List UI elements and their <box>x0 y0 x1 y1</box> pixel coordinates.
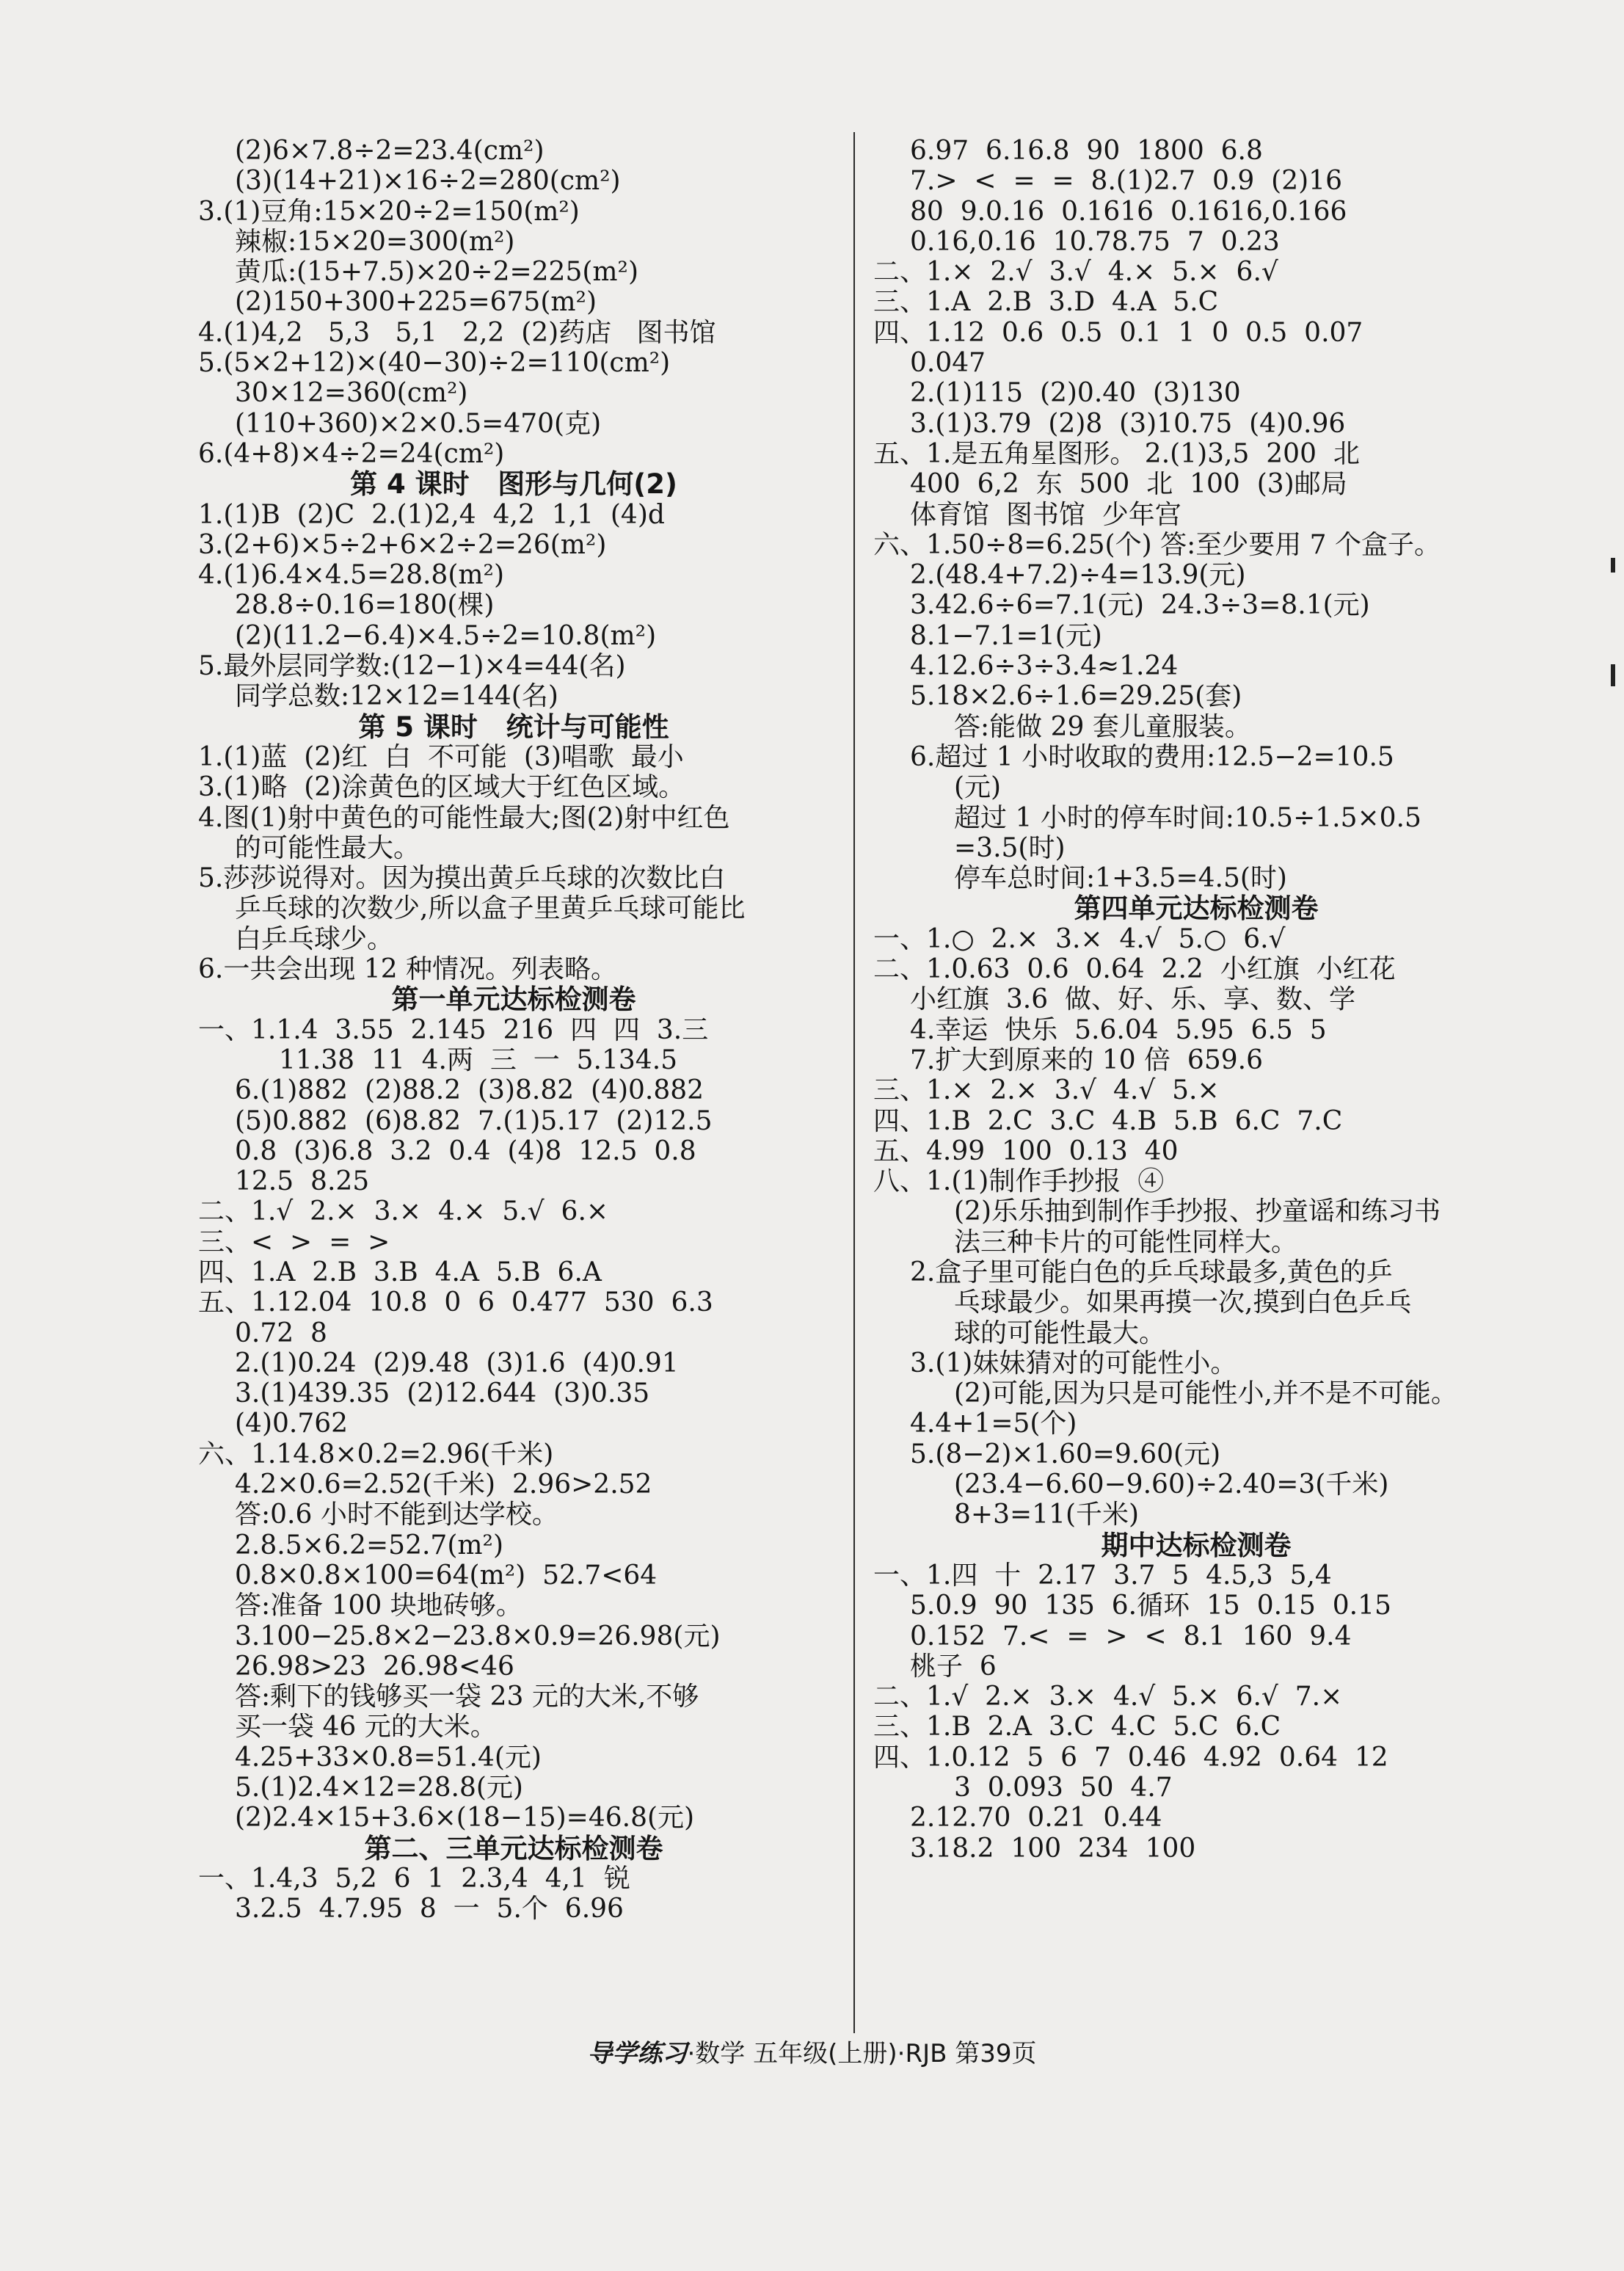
answer-line: 4.(1)6.4×4.5=28.8(m²) <box>198 560 504 591</box>
answer-line: 5.0.9 90 135 6.循环 15 0.15 0.15 <box>910 1591 1391 1621</box>
answer-line: 同学总数:12×12=144(名) <box>235 681 558 712</box>
answer-line: 五、1.12.04 10.8 0 6 0.477 530 6.3 <box>198 1287 713 1318</box>
answer-line: 黄瓜:(15+7.5)×20÷2=225(m²) <box>235 257 639 288</box>
answer-line: 法三种卡片的可能性同样大。 <box>954 1227 1298 1257</box>
answer-line: 3.2.5 4.7.95 8 一 5.个 6.96 <box>235 1894 624 1925</box>
answer-line: 四、1.B 2.C 3.C 4.B 5.B 6.C 7.C <box>873 1105 1343 1136</box>
answer-line: 80 9.0.16 0.1616 0.1616,0.166 <box>910 196 1347 227</box>
answer-line: 白乒乓球少。 <box>235 923 394 954</box>
answer-line: 5.(1)2.4×12=28.8(元) <box>235 1773 523 1803</box>
answer-line: 3.100−25.8×2−23.8×0.9=26.98(元) <box>235 1621 721 1652</box>
answer-line: 6.一共会出现 12 种情况。列表略。 <box>198 954 618 985</box>
answer-line: 2.(1)115 (2)0.40 (3)130 <box>910 378 1241 409</box>
answer-line: 一、1.○ 2.× 3.× 4.√ 5.○ 6.√ <box>873 923 1286 954</box>
answer-line: 4.4+1=5(个) <box>910 1409 1077 1439</box>
answer-line: 3.18.2 100 234 100 <box>910 1833 1196 1864</box>
answer-line: 11.38 11 4.两 三 一 5.134.5 <box>279 1044 678 1075</box>
section-heading: 第四单元达标检测卷 <box>1074 893 1319 925</box>
answer-line: (2)(11.2−6.4)×4.5÷2=10.8(m²) <box>235 620 657 651</box>
answer-line: 8+3=11(千米) <box>954 1500 1140 1530</box>
answer-line: 5.(5×2+12)×(40−30)÷2=110(cm²) <box>198 348 671 379</box>
answer-line: 六、1.14.8×0.2=2.96(千米) <box>198 1439 554 1469</box>
answer-line: 停车总时间:1+3.5=4.5(时) <box>954 863 1287 894</box>
section-heading: 第 5 课时 统计与可能性 <box>358 711 669 743</box>
section-heading: 第二、三单元达标检测卷 <box>364 1832 663 1864</box>
answer-line: 乓球最少。如果再摸一次,摸到白色乒乓 <box>954 1287 1412 1318</box>
answer-line: 12.5 8.25 <box>235 1166 370 1197</box>
answer-line: 3.(2+6)×5÷2+6×2÷2=26(m²) <box>198 529 607 560</box>
answer-line: 6.(4+8)×4÷2=24(cm²) <box>198 438 505 469</box>
answer-line: (2)2.4×15+3.6×(18−15)=46.8(元) <box>235 1803 695 1834</box>
answer-line: 1.(1)B (2)C 2.(1)2,4 4,2 1,1 (4)d <box>198 499 665 530</box>
answer-line: (2)150+300+225=675(m²) <box>235 287 597 318</box>
answer-line: 28.8÷0.16=180(棵) <box>235 590 495 621</box>
section-heading: 第一单元达标检测卷 <box>391 984 636 1016</box>
answer-line: 二、1.0.63 0.6 0.64 2.2 小红旗 小红花 <box>873 954 1396 985</box>
footer-text: ·数学 五年级(上册)·RJB 第39页 <box>687 2039 1037 2068</box>
answer-line: 二、1.× 2.√ 3.√ 4.× 5.× 6.√ <box>873 257 1278 288</box>
answer-line: 2.(48.4+7.2)÷4=13.9(元) <box>910 560 1246 591</box>
answer-line: 3 0.093 50 4.7 <box>954 1773 1173 1803</box>
answer-line: (5)0.882 (6)8.82 7.(1)5.17 (2)12.5 <box>235 1105 713 1136</box>
answer-line: 7.扩大到原来的 10 倍 659.6 <box>910 1044 1263 1075</box>
answer-line: 二、1.√ 2.× 3.× 4.× 5.√ 6.× <box>198 1196 609 1227</box>
answer-line: 辣椒:15×20=300(m²) <box>235 226 515 257</box>
answer-line: 4.12.6÷3÷3.4≈1.24 <box>910 651 1179 682</box>
answer-line: 2.8.5×6.2=52.7(m²) <box>235 1530 503 1560</box>
answer-line: (23.4−6.60−9.60)÷2.40=3(千米) <box>954 1469 1389 1500</box>
answer-line: 桃子 6 <box>910 1651 997 1682</box>
answer-line: 的可能性最大。 <box>235 832 420 863</box>
answer-line: 一、1.四 十 2.17 3.7 5 4.5,3 5,4 <box>873 1560 1332 1591</box>
answer-line: 四、1.A 2.B 3.B 4.A 5.B 6.A <box>198 1257 602 1287</box>
answer-line: 三、1.B 2.A 3.C 4.C 5.C 6.C <box>873 1712 1281 1743</box>
right-column <box>873 136 1519 1864</box>
answer-line: 六、1.50÷8=6.25(个) 答:至少要用 7 个盒子。 <box>873 529 1441 560</box>
answer-line: 0.16,0.16 10.78.75 7 0.23 <box>910 226 1280 257</box>
answer-line: 7.> < = = 8.(1)2.7 0.9 (2)16 <box>910 166 1342 197</box>
answer-line: 一、1.4,3 5,2 6 1 2.3,4 4,1 锐 <box>198 1863 630 1894</box>
edge-mark <box>1611 558 1615 573</box>
answer-line: 3.(1)439.35 (2)12.644 (3)0.35 <box>235 1378 650 1409</box>
answer-line: 8.1−7.1=1(元) <box>910 620 1102 651</box>
answer-line: 球的可能性最大。 <box>954 1318 1166 1348</box>
answer-line: 3.(1)妹妹猜对的可能性小。 <box>910 1348 1237 1378</box>
answer-line: 三、1.× 2.× 3.√ 4.√ 5.× <box>873 1075 1220 1106</box>
answer-line: (2)乐乐抽到制作手抄报、抄童谣和练习书 <box>954 1196 1441 1227</box>
answer-line: (2)可能,因为只是可能性小,并不是不可能。 <box>954 1378 1457 1409</box>
answer-line: (2)6×7.8÷2=23.4(cm²) <box>235 136 545 166</box>
answer-line: 0.152 7.< = > < 8.1 160 9.4 <box>910 1621 1352 1652</box>
answer-line: 4.幸运 快乐 5.6.04 5.95 6.5 5 <box>910 1014 1327 1045</box>
answer-line: 1.(1)蓝 (2)红 白 不可能 (3)唱歌 最小 <box>198 741 684 772</box>
answer-line: 0.8 (3)6.8 3.2 0.4 (4)8 12.5 0.8 <box>235 1136 696 1166</box>
answer-line: 小红旗 3.6 做、好、乐、享、数、学 <box>910 984 1356 1015</box>
answer-line: 三、1.A 2.B 3.D 4.A 5.C <box>873 287 1219 318</box>
answer-line: 八、1.(1)制作手抄报 ④ <box>873 1166 1165 1197</box>
answer-line: 买一袋 46 元的大米。 <box>235 1712 497 1743</box>
answer-line: 4.(1)4,2 5,3 5,1 2,2 (2)药店 图书馆 <box>198 317 716 348</box>
answer-line: 四、1.0.12 5 6 7 0.46 4.92 0.64 12 <box>873 1742 1388 1773</box>
answer-line: 400 6,2 东 500 北 100 (3)邮局 <box>910 469 1347 500</box>
answer-line: 3.42.6÷6=7.1(元) 24.3÷3=8.1(元) <box>910 590 1370 621</box>
answer-line: 30×12=360(cm²) <box>235 378 468 409</box>
answer-line: 3.(1)豆角:15×20÷2=150(m²) <box>198 196 580 227</box>
answer-line: 答:剩下的钱够买一袋 23 元的大米,不够 <box>235 1682 699 1712</box>
answer-line: 一、1.1.4 3.55 2.145 216 四 四 3.三 <box>198 1014 709 1045</box>
answer-line: 答:0.6 小时不能到达学校。 <box>235 1500 558 1530</box>
column-divider <box>853 132 855 2033</box>
answer-line: 答:准备 100 块地砖够。 <box>235 1591 522 1621</box>
answer-line: 5.莎莎说得对。因为摸出黄乒乓球的次数比白 <box>198 863 726 894</box>
page-footer <box>0 2033 1624 2069</box>
answer-line: 5.最外层同学数:(12−1)×4=44(名) <box>198 651 626 682</box>
section-heading: 第 4 课时 图形与几何(2) <box>350 468 677 501</box>
answer-line: 0.72 8 <box>235 1318 327 1348</box>
answer-line: 4.25+33×0.8=51.4(元) <box>235 1742 542 1773</box>
answer-line: 6.(1)882 (2)88.2 (3)8.82 (4)0.882 <box>235 1075 704 1106</box>
answer-line: 2.12.70 0.21 0.44 <box>910 1803 1162 1834</box>
answer-line: 0.047 <box>910 348 986 379</box>
answer-line: 乒乓球的次数少,所以盒子里黄乒乓球可能比 <box>235 893 746 924</box>
answer-line: 26.98>23 26.98<46 <box>235 1651 514 1682</box>
answer-line: (110+360)×2×0.5=470(克) <box>235 408 602 439</box>
answer-line: 3.(1)3.79 (2)8 (3)10.75 (4)0.96 <box>910 408 1346 439</box>
answer-line: 6.超过 1 小时收取的费用:12.5−2=10.5 <box>910 741 1394 772</box>
answer-line: 2.(1)0.24 (2)9.48 (3)1.6 (4)0.91 <box>235 1348 679 1378</box>
section-heading: 期中达标检测卷 <box>1101 1529 1292 1561</box>
answer-line: 五、4.99 100 0.13 40 <box>873 1136 1179 1166</box>
answer-line: 答:能做 29 套儿童服装。 <box>954 711 1251 742</box>
edge-mark <box>1611 664 1615 686</box>
answer-line: 6.97 6.16.8 90 1800 6.8 <box>910 136 1263 166</box>
answer-line: (元) <box>954 772 1002 803</box>
answer-line: 二、1.√ 2.× 3.× 4.√ 5.× 6.√ 7.× <box>873 1682 1343 1712</box>
footer-brand: 导学练习 <box>587 2039 688 2068</box>
answer-line: 4.图(1)射中黄色的可能性最大;图(2)射中红色 <box>198 802 730 833</box>
answer-line: (4)0.762 <box>235 1409 349 1439</box>
answer-line: 四、1.12 0.6 0.5 0.1 1 0 0.5 0.07 <box>873 317 1363 348</box>
answer-line: (3)(14+21)×16÷2=280(cm²) <box>235 166 621 197</box>
answer-line: 5.(8−2)×1.60=9.60(元) <box>910 1439 1221 1469</box>
answer-line: 体育馆 图书馆 少年宫 <box>910 499 1181 530</box>
answer-line: 5.18×2.6÷1.6=29.25(套) <box>910 681 1242 712</box>
answer-line: 2.盒子里可能白色的乒乓球最多,黄色的乒 <box>910 1257 1393 1287</box>
answer-line: 0.8×0.8×100=64(m²) 52.7<64 <box>235 1560 658 1591</box>
answer-line: =3.5(时) <box>954 832 1066 863</box>
answer-line: 三、< > = > <box>198 1227 390 1257</box>
answer-line: 4.2×0.6=2.52(千米) 2.96>2.52 <box>235 1469 652 1500</box>
answer-line: 3.(1)略 (2)涂黄色的区域大于红色区域。 <box>198 772 685 803</box>
answer-line: 五、1.是五角星图形。 2.(1)3,5 200 北 <box>873 438 1360 469</box>
left-column <box>198 136 829 1925</box>
answer-line: 超过 1 小时的停车时间:10.5÷1.5×0.5 <box>954 802 1421 833</box>
